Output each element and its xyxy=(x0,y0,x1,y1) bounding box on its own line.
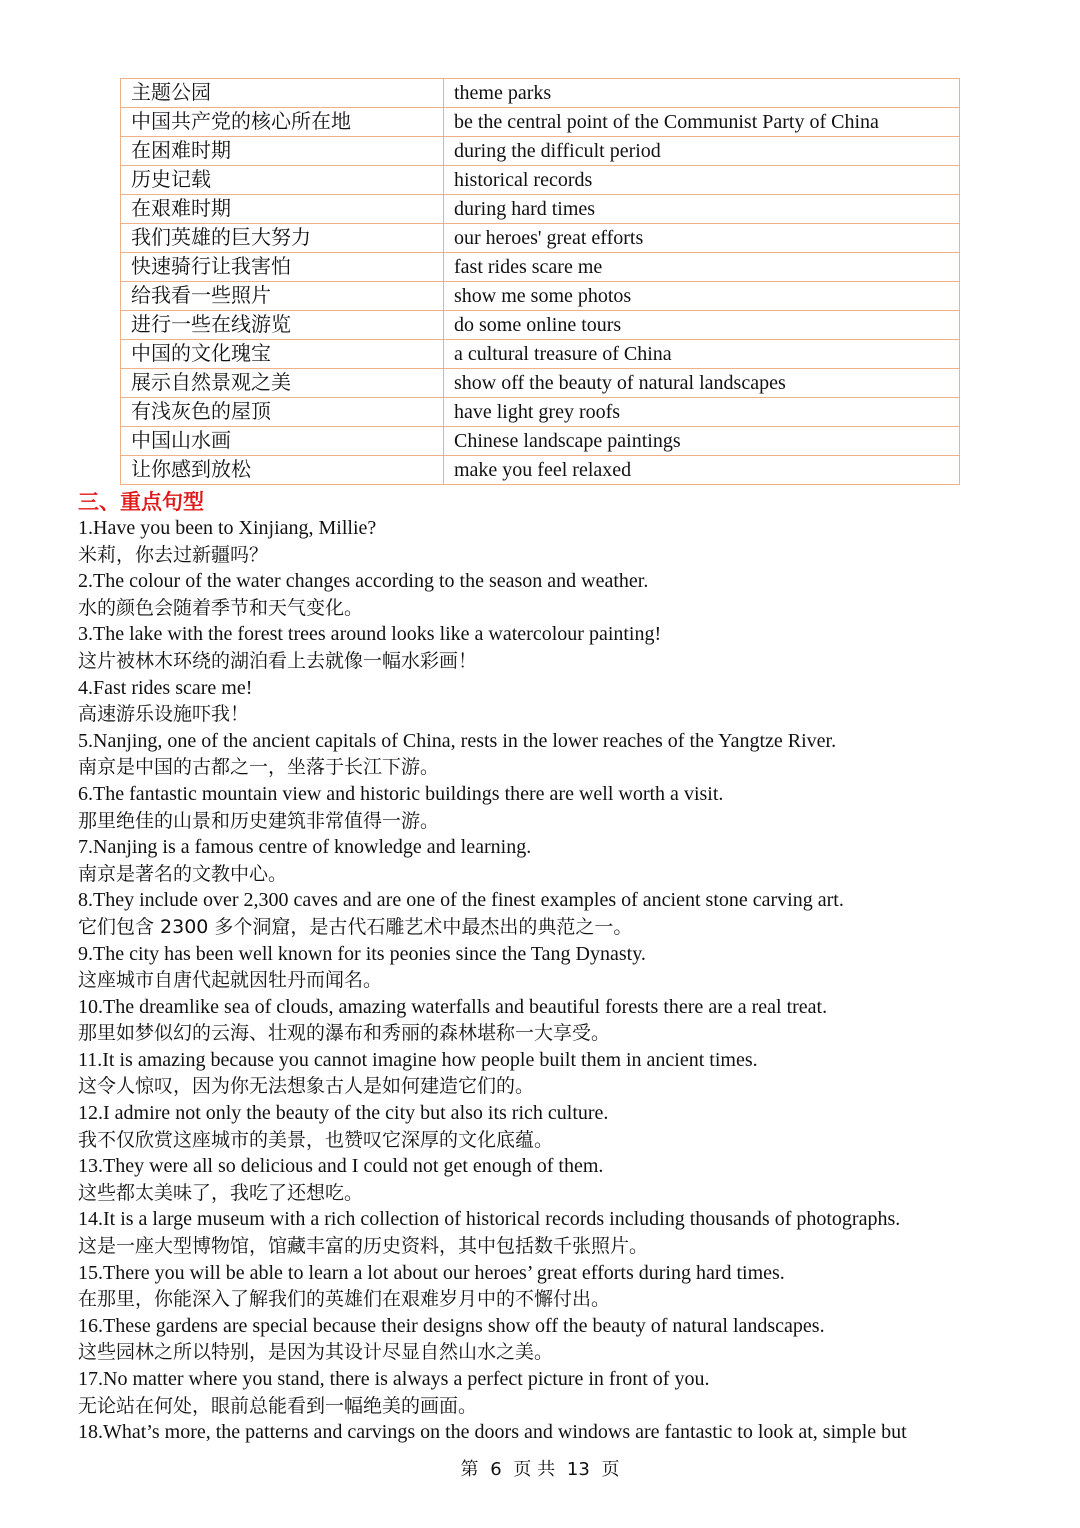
vocab-english: theme parks xyxy=(444,79,960,108)
sentence-chinese: 南京是中国的古都之一，坐落于长江下游。 xyxy=(78,756,440,779)
key-sentences-list xyxy=(78,515,1038,1446)
section-heading: 三、重点句型 xyxy=(78,490,204,514)
sentence-chinese: 这座城市自唐代起就因牡丹而闻名。 xyxy=(78,969,383,992)
vocab-row xyxy=(121,398,960,427)
sentence-english: 6.The fantastic mountain view and historic buildings there are well worth a visit. xyxy=(78,782,724,805)
vocab-chinese: 有浅灰色的屋顶 xyxy=(121,398,444,427)
vocab-chinese: 展示自然景观之美 xyxy=(121,369,444,398)
vocab-chinese: 中国的文化瑰宝 xyxy=(121,340,444,369)
footer-total-pages: 13 xyxy=(566,1459,590,1480)
sentence-chinese: 南京是著名的文教中心。 xyxy=(78,862,288,885)
vocab-chinese: 历史记载 xyxy=(121,166,444,195)
sentence-chinese: 它们包含 2300 多个洞窟，是古代石雕艺术中最杰出的典范之一。 xyxy=(78,915,633,938)
sentence-chinese: 这些园林之所以特别，是因为其设计尽显自然山水之美。 xyxy=(78,1341,554,1364)
vocab-english: show me some photos xyxy=(444,282,960,311)
sentence-english: 16.These gardens are special because their designs show off the beauty of natural landscapes. xyxy=(78,1314,825,1337)
vocab-row xyxy=(121,108,960,137)
sentence-chinese: 米莉，你去过新疆吗？ xyxy=(78,543,269,566)
vocab-english: our heroes' great efforts xyxy=(444,224,960,253)
sentence-chinese: 这是一座大型博物馆，馆藏丰富的历史资料，其中包括数千张照片。 xyxy=(78,1235,649,1258)
sentence-chinese: 我不仅欣赏这座城市的美景，也赞叹它深厚的文化底蕴。 xyxy=(78,1128,554,1151)
sentence-english: 2.The colour of the water changes according to the season and weather. xyxy=(78,570,649,593)
vocab-english: show off the beauty of natural landscapes xyxy=(444,369,960,398)
sentence-english: 17.No matter where you stand, there is always a perfect picture in front of you. xyxy=(78,1368,710,1390)
vocab-row xyxy=(121,253,960,282)
vocab-chinese: 中国共产党的核心所在地 xyxy=(121,108,444,137)
sentence-english: 13.They were all so delicious and I could not get enough of them. xyxy=(78,1155,604,1178)
vocab-row xyxy=(121,282,960,311)
sentence-english: 10.The dreamlike sea of clouds, amazing waterfalls and beautiful forests there are a real treat. xyxy=(78,995,828,1018)
footer-page-number: 6 xyxy=(490,1459,502,1480)
sentence-chinese: 那里如梦似幻的云海、壮观的瀑布和秀丽的森林堪称一大享受。 xyxy=(78,1022,611,1045)
sentence-chinese: 高速游乐设施吓我！ xyxy=(78,703,250,726)
vocab-chinese: 我们英雄的巨大努力 xyxy=(121,224,444,253)
sentence-english: 18.What’s more, the patterns and carvings on the doors and windows are fantastic to look at, simple but xyxy=(78,1421,907,1444)
vocab-row xyxy=(121,166,960,195)
vocab-english: make you feel relaxed xyxy=(444,456,960,485)
vocab-english: during hard times xyxy=(444,195,960,224)
footer-middle: 页 共 xyxy=(513,1459,556,1480)
sentence-chinese: 这些都太美味了，我吃了还想吃。 xyxy=(78,1181,364,1204)
sentence-chinese: 在那里，你能深入了解我们的英雄们在艰难岁月中的不懈付出。 xyxy=(78,1288,611,1311)
vocab-english: a cultural treasure of China xyxy=(444,340,960,369)
vocabulary-table xyxy=(120,78,960,485)
sentence-english: 3.The lake with the forest trees around looks like a watercolour painting! xyxy=(78,623,662,646)
sentence-chinese: 水的颜色会随着季节和天气变化。 xyxy=(78,596,364,619)
vocab-row xyxy=(121,195,960,224)
sentence-english: 12.I admire not only the beauty of the city but also its rich culture. xyxy=(78,1102,609,1125)
vocab-english: historical records xyxy=(444,166,960,195)
vocab-english: have light grey roofs xyxy=(444,398,960,427)
vocab-row xyxy=(121,340,960,369)
footer-prefix: 第 xyxy=(460,1459,479,1480)
sentence-english: 11.It is amazing because you cannot imagine how people built them in ancient times. xyxy=(78,1048,758,1071)
sentence-english: 9.The city has been well known for its peonies since the Tang Dynasty. xyxy=(78,942,646,965)
vocab-chinese: 快速骑行让我害怕 xyxy=(121,253,444,282)
vocab-chinese: 在困难时期 xyxy=(121,137,444,166)
vocab-english: do some online tours xyxy=(444,311,960,340)
vocab-row xyxy=(121,224,960,253)
vocab-chinese: 进行一些在线游览 xyxy=(121,311,444,340)
footer-suffix: 页 xyxy=(601,1459,620,1480)
vocab-english: be the central point of the Communist Party of China xyxy=(444,108,960,137)
vocab-chinese: 给我看一些照片 xyxy=(121,282,444,311)
vocab-chinese: 主题公园 xyxy=(121,79,444,108)
sentence-english: 5.Nanjing, one of the ancient capitals of China, rests in the lower reaches of the Yangtze River. xyxy=(78,729,837,752)
vocab-chinese: 在艰难时期 xyxy=(121,195,444,224)
sentence-chinese: 这片被林木环绕的湖泊看上去就像一幅水彩画！ xyxy=(78,649,478,672)
vocab-chinese: 让你感到放松 xyxy=(121,456,444,485)
vocab-row xyxy=(121,369,960,398)
vocab-english: Chinese landscape paintings xyxy=(444,427,960,456)
vocab-row xyxy=(121,79,960,108)
sentence-english: 1.Have you been to Xinjiang, Millie? xyxy=(78,517,377,539)
vocab-english: fast rides scare me xyxy=(444,253,960,282)
vocab-row xyxy=(121,427,960,456)
vocab-english: during the difficult period xyxy=(444,137,960,166)
sentence-english: 15.There you will be able to learn a lot about our heroes’ great efforts during hard times. xyxy=(78,1261,785,1284)
sentence-chinese: 这令人惊叹，因为你无法想象古人是如何建造它们的。 xyxy=(78,1075,535,1098)
vocab-row xyxy=(121,137,960,166)
sentence-english: 7.Nanjing is a famous centre of knowledge and learning. xyxy=(78,836,532,859)
sentence-english: 14.It is a large museum with a rich collection of historical records including thousands of photographs. xyxy=(78,1208,901,1231)
vocab-row xyxy=(121,456,960,485)
sentence-chinese: 无论站在何处，眼前总能看到一幅绝美的画面。 xyxy=(78,1394,478,1417)
sentence-english: 8.They include over 2,300 caves and are one of the finest examples of ancient stone carving art. xyxy=(78,889,844,912)
vocab-chinese: 中国山水画 xyxy=(121,427,444,456)
page-footer xyxy=(0,1458,1080,1482)
vocab-row xyxy=(121,311,960,340)
sentence-english: 4.Fast rides scare me! xyxy=(78,676,253,699)
sentence-chinese: 那里绝佳的山景和历史建筑非常值得一游。 xyxy=(78,809,440,832)
